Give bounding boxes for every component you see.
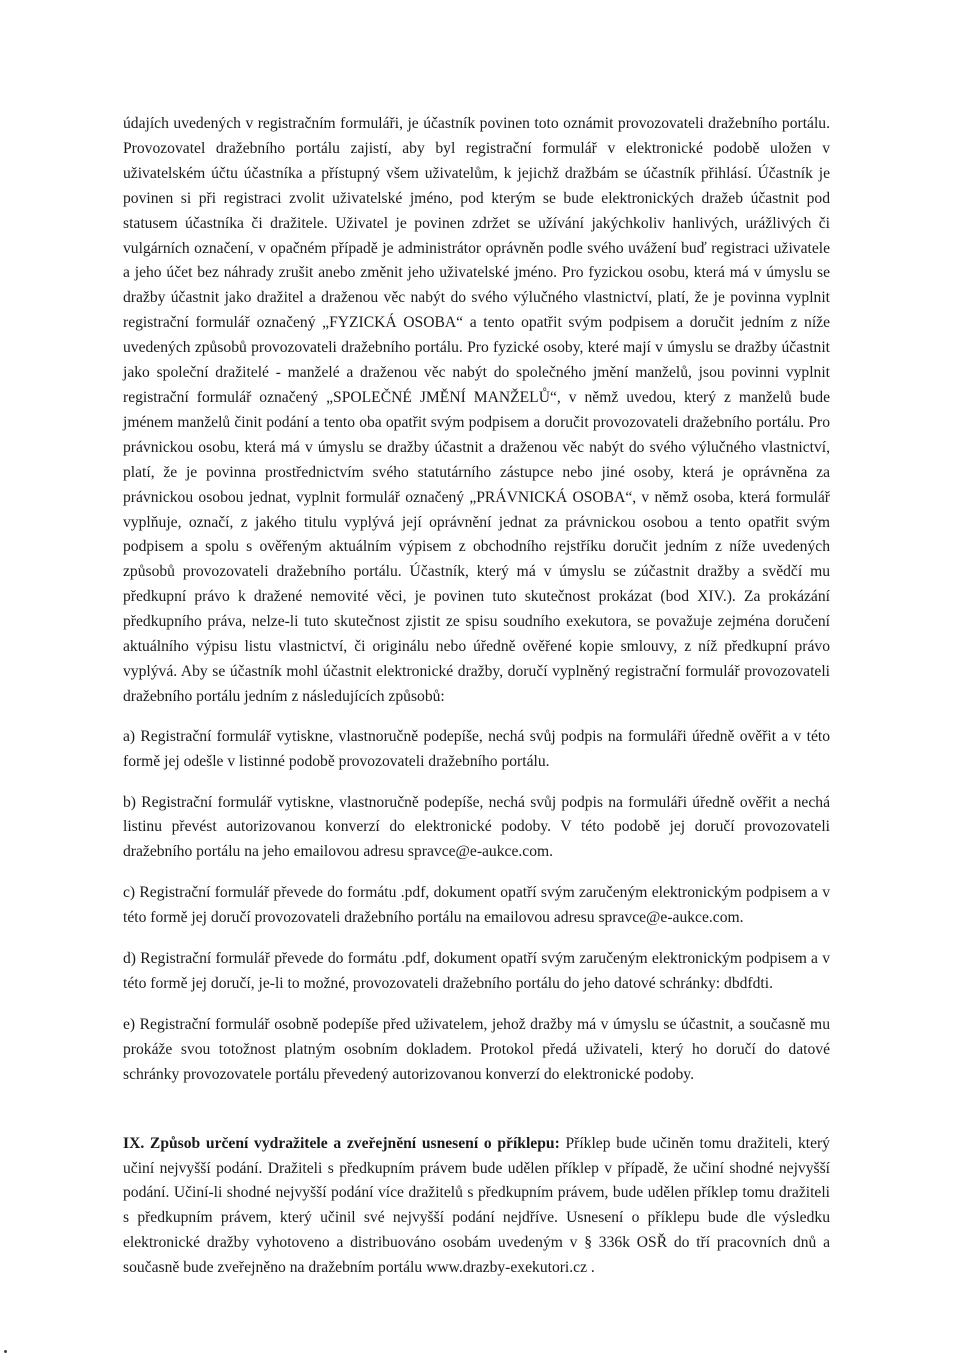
document-page	[123, 112, 830, 1281]
section-ix-body: Příklep bude učiněn tomu dražiteli, který učiní nejvyšší podání. Dražiteli s předkupním právem bude udělen příklep v případě, že učiní shodné nejvyšší podání. Učiní-li shodné nejvyšší podání více dražitelů s předkupním právem, bude udělen příklep tomu dražiteli s předkupním právem, který učinil své nejvyšší podání nejdříve. Usnesení o příklepu bude dle výsledku elektronické dražby vyhotoveno a distribuováno osobám uvedeným v § 336k OSŘ do tří pracovních dnů a současně bude zveřejněno na dražebním portálu www.drazby-exekutori.cz .	[123, 1134, 830, 1277]
list-item-b: b) Registrační formulář vytiskne, vlastnoručně podepíše, nechá svůj podpis na formuláři úředně ověřit a nechá listinu převést autorizovanou konverzí do elektronické podoby. V této podobě jej doručí provozovateli dražebního portálu na jeho emailovou adresu spravce@e-aukce.com.	[123, 793, 830, 861]
list-item-d: d) Registrační formulář převede do formátu .pdf, dokument opatří svým zaručeným elektronickým podpisem a v této formě jej doručí, je-li to možné, provozovateli dražebního portálu do jeho datové schránky: dbdfdti.	[123, 950, 830, 992]
section-ix-heading: IX. Způsob určení vydražitele a zveřejnění usnesení o příklepu:	[123, 1134, 560, 1152]
list-item-c: c) Registrační formulář převede do formátu .pdf, dokument opatří svým zaručeným elektronickým podpisem a v této formě jej doručí provozovateli dražebního portálu na emailovou adresu spravce@e-aukce.com.	[123, 884, 830, 927]
list-item-a: a) Registrační formulář vytiskne, vlastnoručně podepíše, nechá svůj podpis na formuláři úředně ověřit a v této formě jej odešle v listinné podobě provozovateli dražebního portálu.	[123, 727, 830, 770]
paragraph-registration-rules: údajích uvedených v registračním formuláři, je účastník povinen toto oznámit provozovateli dražebního portálu. Provozovatel dražebního portálu zajistí, aby byl registrační formulář v elektronické podobě uložen v uživatelském účtu účastníka a přístupný všem uživatelům, k jejichž dražbám se účastník přihlásí. Účastník je povinen si při registraci zvolit uživatelské jméno, pod kterým se bude elektronických dražeb účastnit pod statusem účastníka či dražitele. Uživatel je povinen zdržet se užívání jakýchkoliv hanlivých, urážlivých či vulgárních označení, v opačném případě je administrátor oprávněn podle svého uvážení buď registraci uživatele a jeho účet bez náhrady zrušit anebo změnit jeho uživatelské jméno. Pro fyzickou osobu, která má v úmyslu se dražby účastnit jako dražitel a draženou věc nabýt do svého výlučného vlastnictví, platí, že je povinna vyplnit registrační formulář označený „FYZICKÁ OSOBA“ a tento opatřit svým podpisem a doručit jedním z níže uvedených způsobů provozovateli dražebního portálu. Pro fyzické osoby, které mají v úmyslu se dražby účastnit jako společní dražitelé - manželé a draženou věc nabýt do společného jmění manželů, jsou povinni vyplnit registrační formulář označený „SPOLEČNÉ JMĚNÍ MANŽELŮ“, v němž uvedou, který z manželů bude jménem manželů činit podání a tento oba opatřit svým podpisem a doručit provozovateli dražebního portálu. Pro právnickou osobu, která má v úmyslu se dražby účastnit a draženou věc nabýt do svého výlučného vlastnictví, platí, že je povinna prostřednictvím svého statutárního zástupce nebo jiné osoby, která je oprávněna za právnickou osobou jednat, vyplnit formulář označený „PRÁVNICKÁ OSOBA“, v němž osoba, která formulář vyplňuje, označí, z jakého titulu vyplývá její oprávnění jednat za právnickou osobou a tento opatřit svým podpisem a spolu s ověřeným aktuálním výpisem z obchodního rejstříku doručit jedním z níže uvedených způsobů provozovateli dražebního portálu. Účastník, který má v úmyslu se zúčastnit dražby a svědčí mu předkupní právo k dražené nemovité věci, je povinen tuto skutečnost prokázat (bod XIV.). Za prokázání předkupního práva, nelze-li tuto skutečnost zjistit ze spisu soudního exekutora, se považuje zejména doručení aktuálního výpisu listu vlastnictví, či originálu nebo úředně ověřené kopie smlouvy, z níž předkupní právo vyplývá. Aby se účastník mohl účastnit elektronické dražby, doručí vyplněný registrační formulář provozovateli dražebního portálu jedním z následujících způsobů:	[123, 115, 830, 705]
section-ix	[123, 1132, 830, 1281]
list-item-e: e) Registrační formulář osobně podepíše před uživatelem, jehož dražby má v úmyslu se účastnit, a současně mu prokáže svou totožnost platným osobním dokladem. Protokol předá uživateli, který ho doručí do datové schránky provozovatele portálu převedený autorizovanou konverzí do elektronické podoby.	[123, 1015, 830, 1083]
scan-speck	[4, 1350, 7, 1353]
